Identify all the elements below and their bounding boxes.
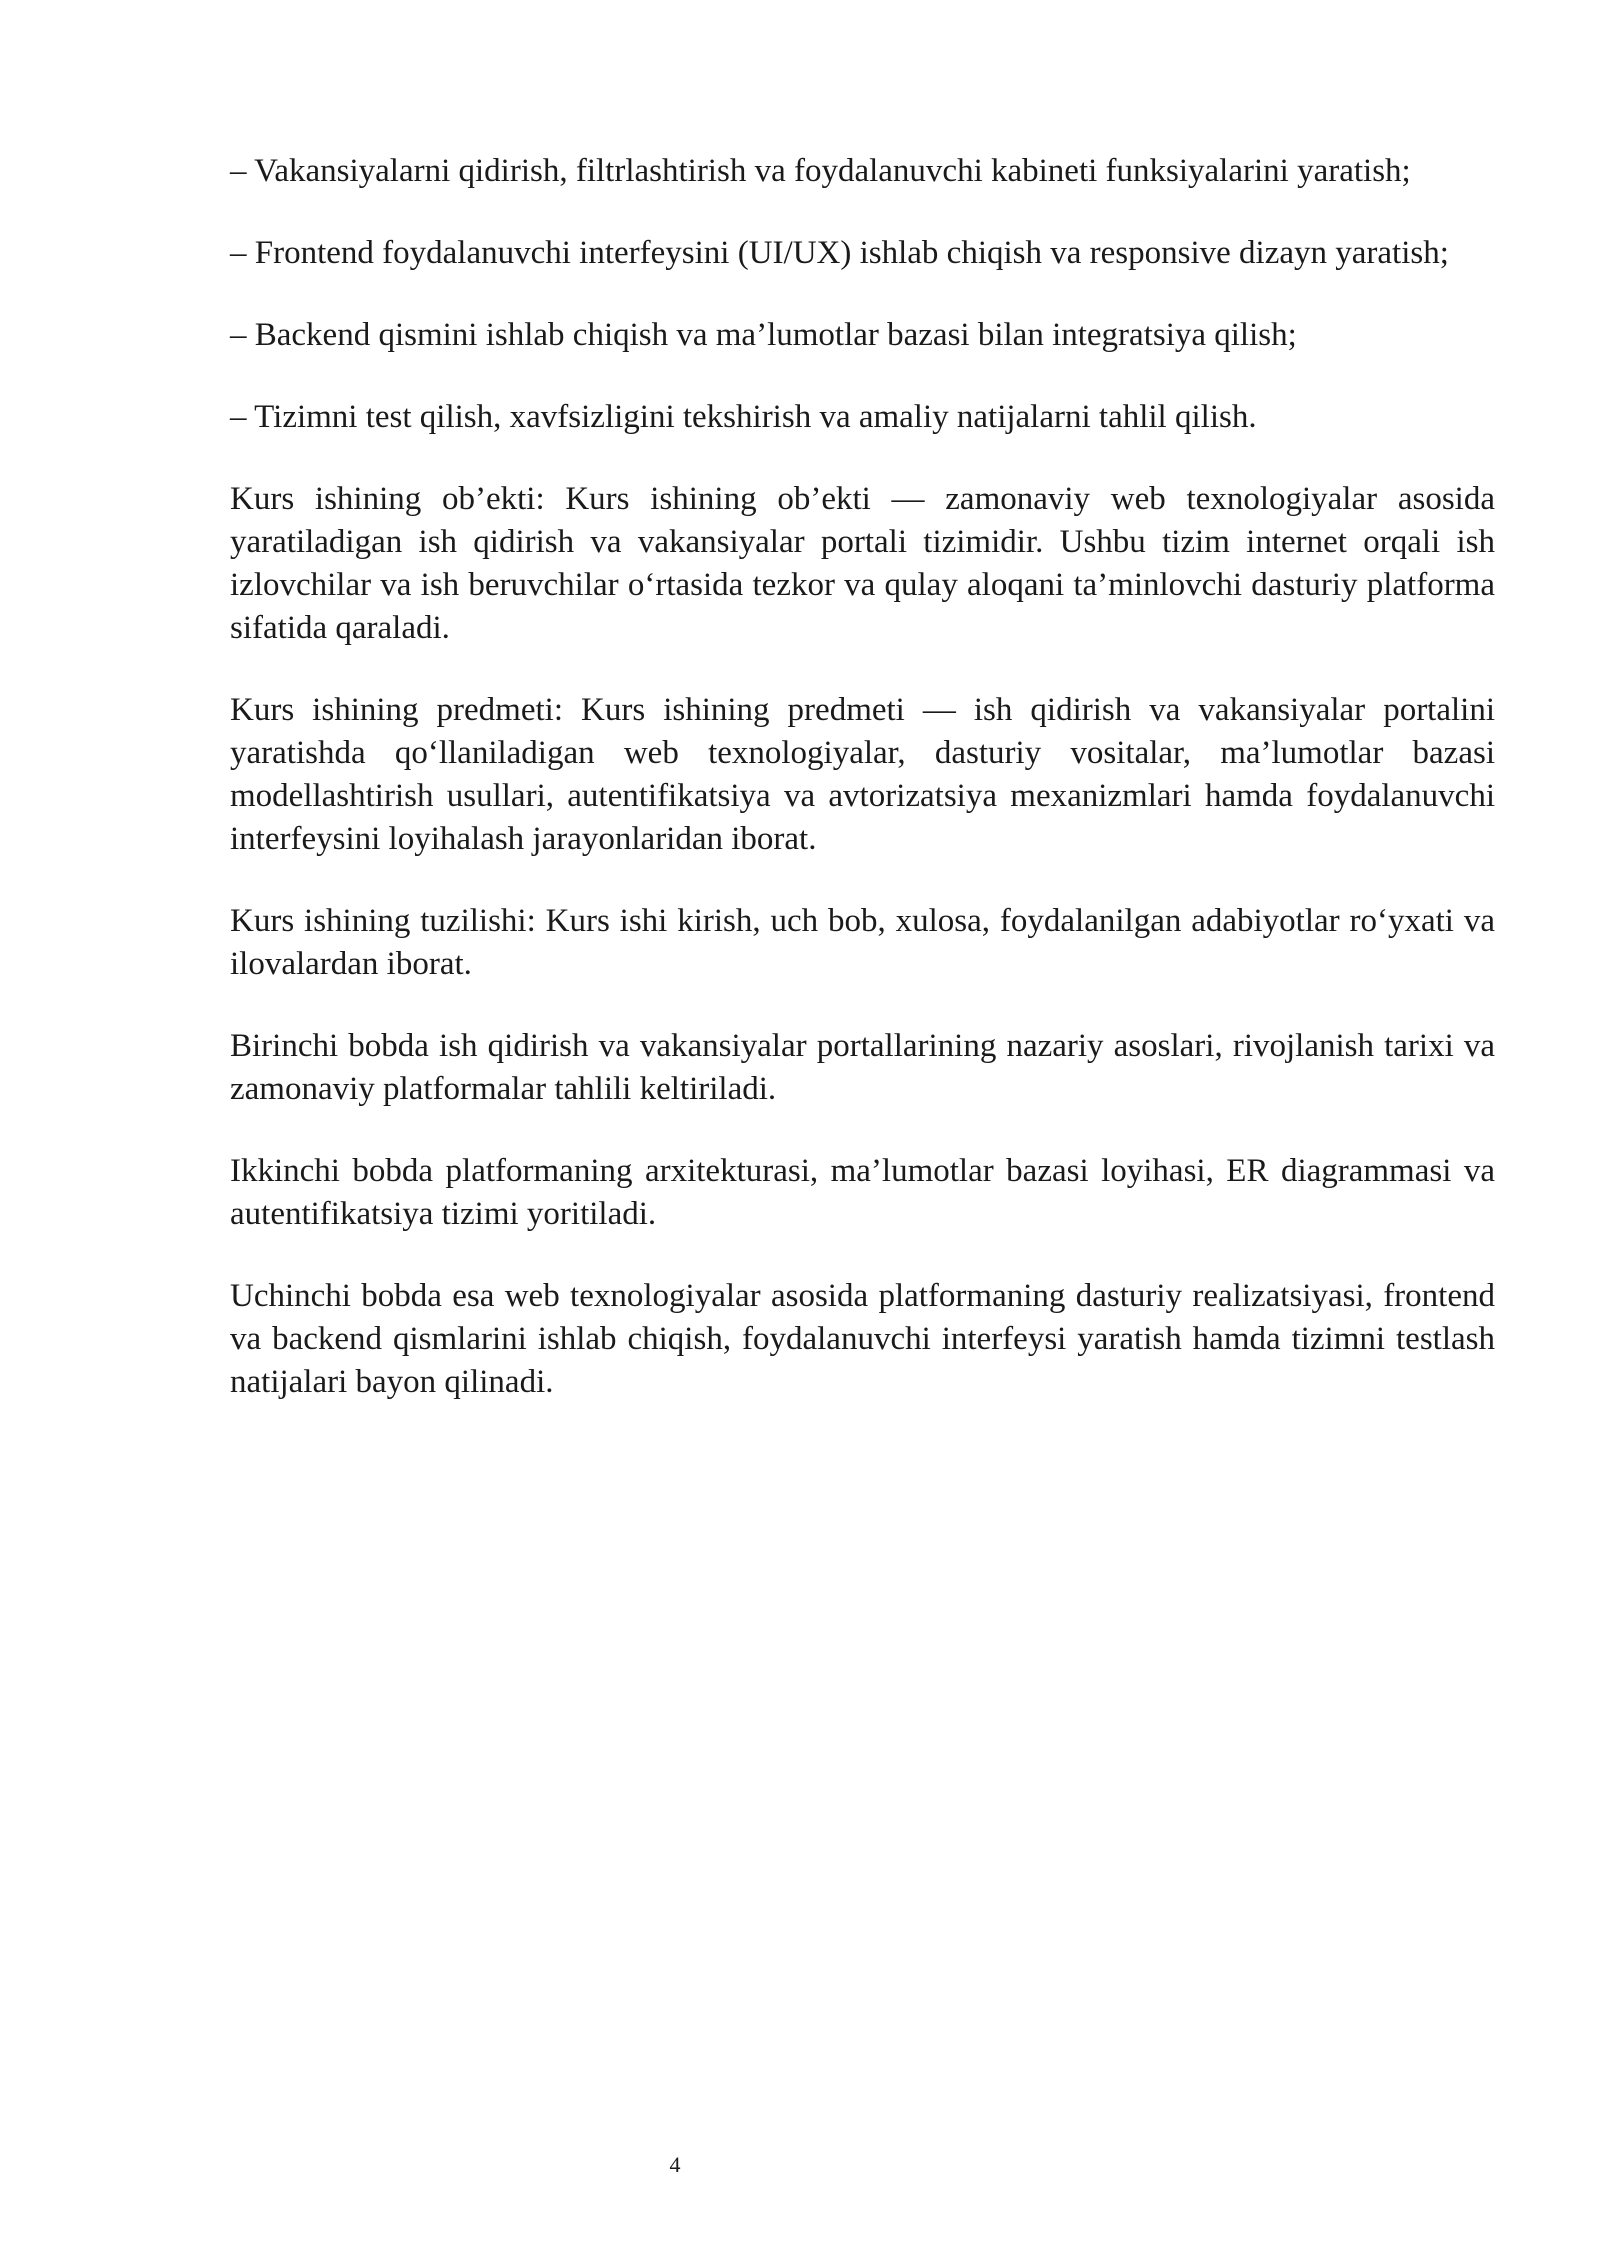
task-list-item: – Backend qismini ishlab chiqish va ma’lumotlar bazasi bilan integratsiya qilish; — [230, 317, 1297, 353]
task-list-item: – Frontend foydalanuvchi interfeysini (UI/UX) ishlab chiqish va responsive dizayn yaratish; — [230, 235, 1449, 271]
object-paragraph: Kurs ishining ob’ekti: Kurs ishining ob’ekti — zamonaviy web texnologiyalar asosida yaratiladigan ish qidirish va vakansiyalar portali tizimidir. Ushbu tizim internet orqali ish izlovchilar va ish beruvchilar o‘rtasida tezkor va qulay aloqani ta’minlovchi dasturiy platforma sifatida qaraladi. — [230, 481, 1495, 646]
task-list-item: – Tizimni test qilish, xavfsizligini tekshirish va amaliy natijalarni tahlil qilish. — [230, 399, 1257, 435]
document-page — [230, 150, 1495, 1443]
chapter-three-paragraph: Uchinchi bobda esa web texnologiyalar asosida platformaning dasturiy realizatsiyasi, frontend va backend qismlarini ishlab chiqish, foydalanuvchi interfeysi yaratish hamda tizimni testlash natijalari bayon qilinadi. — [230, 1278, 1495, 1400]
structure-paragraph: Kurs ishining tuzilishi: Kurs ishi kirish, uch bob, xulosa, foydalanilgan adabiyotlar ro‘yxati va ilovalardan iborat. — [230, 903, 1495, 982]
subject-paragraph: Kurs ishining predmeti: Kurs ishining predmeti — ish qidirish va vakansiyalar portalini yaratishda qo‘llaniladigan web texnologiyalar, dasturiy vositalar, ma’lumotlar bazasi modellashtirish usullari, autentifikatsiya va avtorizatsiya mexanizmlari hamda foydalanuvchi interfeysini loyihalash jarayonlaridan iborat. — [230, 692, 1495, 857]
chapter-one-paragraph: Birinchi bobda ish qidirish va vakansiyalar portallarining nazariy asoslari, rivojlanish tarixi va zamonaviy platformalar tahlili keltiriladi. — [230, 1028, 1495, 1107]
chapter-two-paragraph: Ikkinchi bobda platformaning arxitekturasi, ma’lumotlar bazasi loyihasi, ER diagrammasi va autentifikatsiya tizimi yoritiladi. — [230, 1153, 1495, 1232]
task-list-item: – Vakansiyalarni qidirish, filtrlashtirish va foydalanuvchi kabineti funksiyalarini yaratish; — [230, 153, 1411, 189]
page-number: 4 — [669, 2152, 681, 2177]
